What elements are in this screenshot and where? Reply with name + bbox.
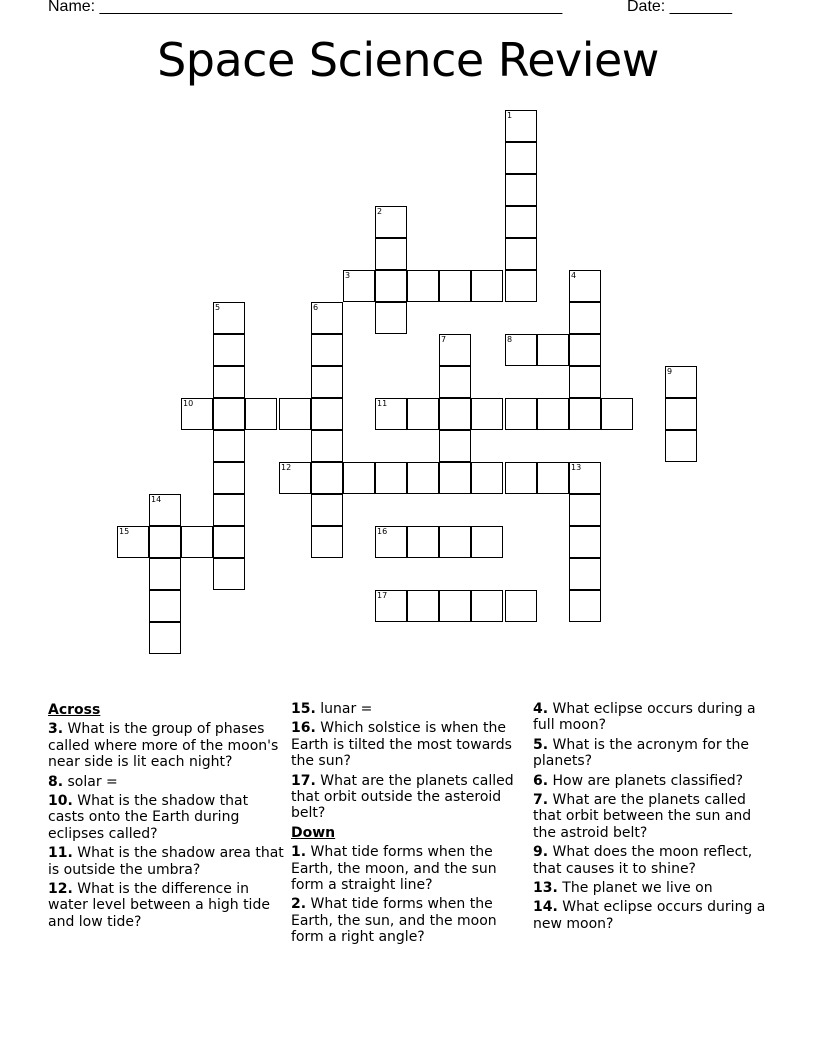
crossword-cell[interactable] — [407, 526, 439, 558]
clue-number: 10 — [183, 399, 194, 408]
clue-number: 8 — [507, 335, 513, 344]
crossword-cell[interactable] — [439, 366, 471, 398]
date-field[interactable]: Date: _______ — [627, 0, 732, 15]
clue-item — [48, 881, 288, 930]
clue-text: What are the planets called that orbit outside the asteroid belt? — [291, 772, 514, 822]
crossword-cell[interactable] — [471, 590, 503, 622]
clue-number: 14. — [533, 899, 558, 916]
crossword-cell[interactable] — [311, 366, 343, 398]
crossword-cell[interactable] — [149, 558, 181, 590]
clue-item — [291, 701, 531, 717]
clue-number: 12 — [281, 463, 292, 472]
crossword-cell[interactable] — [505, 142, 537, 174]
crossword-cell[interactable] — [505, 334, 537, 366]
crossword-cell[interactable] — [505, 462, 537, 494]
crossword-cell[interactable] — [439, 590, 471, 622]
clue-item — [533, 880, 773, 896]
clue-text: What does the moon reflect, that causes it to shine? — [533, 844, 753, 877]
clue-item — [291, 896, 531, 945]
crossword-cell[interactable] — [471, 398, 503, 430]
crossword-cell[interactable] — [311, 334, 343, 366]
clue-number: 1. — [291, 844, 307, 861]
clue-number: 7. — [533, 792, 549, 809]
crossword-cell[interactable] — [569, 526, 601, 558]
crossword-cell[interactable] — [149, 622, 181, 654]
clue-number: 6 — [313, 303, 319, 312]
clue-number: 9 — [667, 367, 673, 376]
clue-number: 10. — [48, 793, 73, 810]
crossword-cell[interactable] — [311, 302, 343, 334]
crossword-cell[interactable] — [665, 430, 697, 462]
clue-item — [291, 844, 531, 893]
crossword-cell[interactable] — [375, 206, 407, 238]
clue-column-3 — [533, 701, 773, 935]
clue-number: 2 — [377, 207, 383, 216]
crossword-cell[interactable] — [375, 526, 407, 558]
crossword-cell[interactable] — [213, 334, 245, 366]
crossword-cell[interactable] — [537, 462, 569, 494]
clue-number: 3 — [345, 271, 351, 280]
crossword-cell[interactable] — [505, 174, 537, 206]
clue-item — [291, 720, 531, 769]
clue-number: 16. — [291, 720, 316, 737]
clue-item — [48, 793, 288, 842]
clue-text: What tide forms when the Earth, the sun, and the moon form a right angle? — [291, 896, 497, 946]
clue-number: 17 — [377, 591, 388, 600]
clue-number: 5 — [215, 303, 221, 312]
clue-number: 11. — [48, 845, 73, 862]
crossword-cell[interactable] — [213, 462, 245, 494]
crossword-cell[interactable] — [569, 398, 601, 430]
crossword-cell[interactable] — [213, 398, 245, 430]
clue-number: 11 — [377, 399, 388, 408]
clue-text: What is the group of phases called where more of the moon's near side is lit each night? — [48, 721, 279, 771]
clue-item — [48, 845, 288, 878]
crossword-cell[interactable] — [149, 590, 181, 622]
clue-item — [533, 844, 773, 877]
crossword-cell[interactable] — [569, 334, 601, 366]
crossword-cell[interactable] — [569, 494, 601, 526]
crossword-cell[interactable] — [311, 494, 343, 526]
crossword-cell[interactable] — [375, 238, 407, 270]
crossword-cell[interactable] — [375, 398, 407, 430]
crossword-cell[interactable] — [213, 302, 245, 334]
clue-number: 9. — [533, 844, 549, 861]
clue-number: 15. — [291, 701, 316, 717]
clue-text: What is the shadow that casts onto the Earth during eclipses called? — [48, 793, 249, 842]
crossword-cell[interactable] — [279, 462, 311, 494]
clue-number: 8. — [48, 773, 64, 790]
crossword-cell[interactable] — [213, 558, 245, 590]
clue-text: What is the acronym for the planets? — [533, 736, 750, 770]
crossword-cell[interactable] — [407, 270, 439, 302]
crossword-cell[interactable] — [181, 398, 213, 430]
clue-number: 4. — [533, 701, 549, 717]
crossword-cell[interactable] — [439, 526, 471, 558]
crossword-cell[interactable] — [569, 366, 601, 398]
clue-number: 5. — [533, 736, 549, 753]
clue-number: 3. — [48, 721, 64, 738]
crossword-cell[interactable] — [213, 494, 245, 526]
clue-item — [533, 899, 773, 932]
crossword-cell[interactable] — [375, 590, 407, 622]
section-heading: Across — [48, 702, 101, 718]
crossword-cell[interactable] — [439, 334, 471, 366]
clue-text: What eclipse occurs during a full moon? — [533, 701, 756, 734]
crossword-cell[interactable] — [569, 270, 601, 302]
clue-text: The planet we live on — [557, 880, 713, 897]
crossword-cell[interactable] — [245, 398, 277, 430]
crossword-cell[interactable] — [343, 270, 375, 302]
clue-item — [533, 737, 773, 770]
crossword-cell[interactable] — [149, 526, 181, 558]
crossword-cell[interactable] — [665, 398, 697, 430]
clue-number: 2. — [291, 896, 307, 913]
section-heading: Down — [291, 824, 336, 841]
crossword-cell[interactable] — [537, 398, 569, 430]
page-title: Space Science Review — [157, 33, 659, 87]
crossword-cell[interactable] — [471, 526, 503, 558]
clue-item — [48, 774, 288, 790]
crossword-cell[interactable] — [213, 430, 245, 462]
clue-text: What are the planets called that orbit between the sun and the astroid belt? — [533, 792, 752, 841]
clue-item — [48, 721, 288, 770]
clue-text: Which solstice is when the Earth is tilted the most towards the sun? — [291, 720, 512, 770]
clue-number: 13 — [571, 463, 582, 472]
crossword-cell[interactable] — [505, 270, 537, 302]
crossword-cell[interactable] — [505, 206, 537, 238]
crossword-cell[interactable] — [569, 302, 601, 334]
crossword-cell[interactable] — [375, 462, 407, 494]
crossword-cell[interactable] — [407, 398, 439, 430]
crossword-cell[interactable] — [471, 270, 503, 302]
crossword-cell[interactable] — [213, 526, 245, 558]
crossword-cell[interactable] — [311, 462, 343, 494]
clue-number: 7 — [441, 335, 447, 344]
crossword-cell[interactable] — [505, 590, 537, 622]
crossword-cell[interactable] — [181, 526, 213, 558]
crossword-cell[interactable] — [213, 366, 245, 398]
crossword-cell[interactable] — [601, 398, 633, 430]
crossword-cell[interactable] — [439, 398, 471, 430]
clue-item — [533, 792, 773, 841]
crossword-cell[interactable] — [505, 110, 537, 142]
crossword-cell[interactable] — [505, 238, 537, 270]
crossword-cell[interactable] — [505, 398, 537, 430]
crossword-cell[interactable] — [471, 462, 503, 494]
crossword-cell[interactable] — [117, 526, 149, 558]
clue-text: What eclipse occurs during a new moon? — [533, 899, 766, 932]
crossword-cell[interactable] — [537, 334, 569, 366]
crossword-cell[interactable] — [375, 302, 407, 334]
clue-number: 4 — [571, 271, 577, 280]
clue-number: 14 — [151, 495, 162, 504]
clue-column-1 — [48, 701, 288, 933]
crossword-cell[interactable] — [407, 590, 439, 622]
crossword-cell[interactable] — [665, 366, 697, 398]
clue-column-2 — [291, 701, 531, 949]
crossword-cell[interactable] — [279, 398, 311, 430]
crossword-cell[interactable] — [375, 270, 407, 302]
clue-number: 17. — [291, 772, 316, 789]
clue-text: lunar = — [315, 701, 373, 717]
clue-item — [533, 701, 773, 734]
clue-number: 13. — [533, 880, 558, 897]
name-field[interactable]: Name: ____________________________________________________ — [48, 0, 563, 15]
crossword-cell[interactable] — [439, 430, 471, 462]
clue-number: 6. — [533, 772, 549, 789]
crossword-cell[interactable] — [569, 558, 601, 590]
clue-text: What tide forms when the Earth, the moon, and the sun form a straight line? — [291, 844, 497, 894]
crossword-cell[interactable] — [439, 270, 471, 302]
clue-item — [533, 773, 773, 789]
crossword-cell[interactable] — [343, 462, 375, 494]
crossword-cell[interactable] — [149, 494, 181, 526]
clue-number: 16 — [377, 527, 388, 536]
clue-number: 1 — [507, 111, 513, 120]
clue-text: What is the shadow area that is outside the umbra? — [48, 845, 284, 878]
clue-item — [291, 773, 531, 822]
crossword-cell[interactable] — [407, 462, 439, 494]
crossword-cell[interactable] — [569, 462, 601, 494]
crossword-cell[interactable] — [569, 590, 601, 622]
clue-text: What is the difference in water level between a high tide and low tide? — [48, 881, 270, 930]
clue-text: solar = — [63, 773, 118, 790]
clue-text: How are planets classified? — [548, 772, 744, 789]
clue-number: 15 — [119, 527, 130, 536]
crossword-cell[interactable] — [439, 462, 471, 494]
crossword-cell[interactable] — [311, 430, 343, 462]
crossword-cell[interactable] — [311, 526, 343, 558]
clue-number: 12. — [48, 881, 73, 898]
crossword-cell[interactable] — [311, 398, 343, 430]
